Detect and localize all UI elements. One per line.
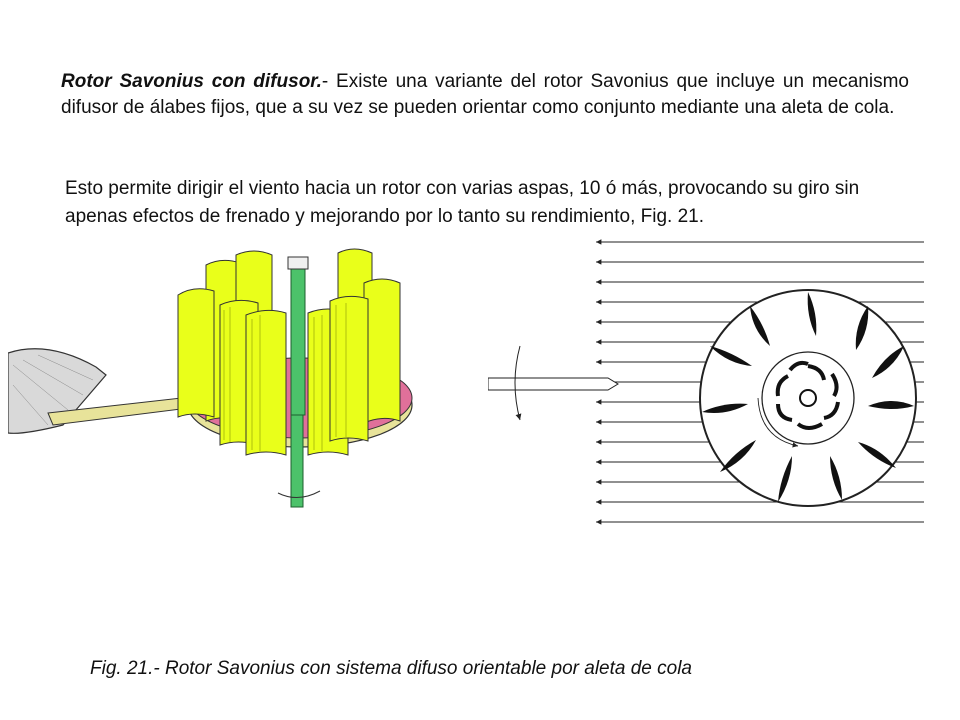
figure-caption: Fig. 21.- Rotor Savonius con sistema difuso orientable por aleta de cola: [90, 658, 692, 679]
paragraph-1-lead: Rotor Savonius con difusor.: [61, 71, 322, 92]
tail-boom: [488, 378, 618, 390]
paragraph-2: Esto permite dirigir el viento hacia un rotor con varias aspas, 10 ó más, provocando su giro sin apenas efectos de frenado y mejorando por lo tanto su rendimiento, Fig. 21.: [65, 178, 860, 227]
rotor-3d-figure: [8, 235, 420, 515]
rotor-top-view-figure: [488, 228, 928, 540]
paragraph-1-text: - Existe una variante del rotor Savonius que incluye un mecanismo difusor de álabes fijos, que a su vez se pueden orientar como conjunto mediante una aleta de cola.: [61, 71, 909, 118]
paragraph-1: [61, 69, 909, 121]
